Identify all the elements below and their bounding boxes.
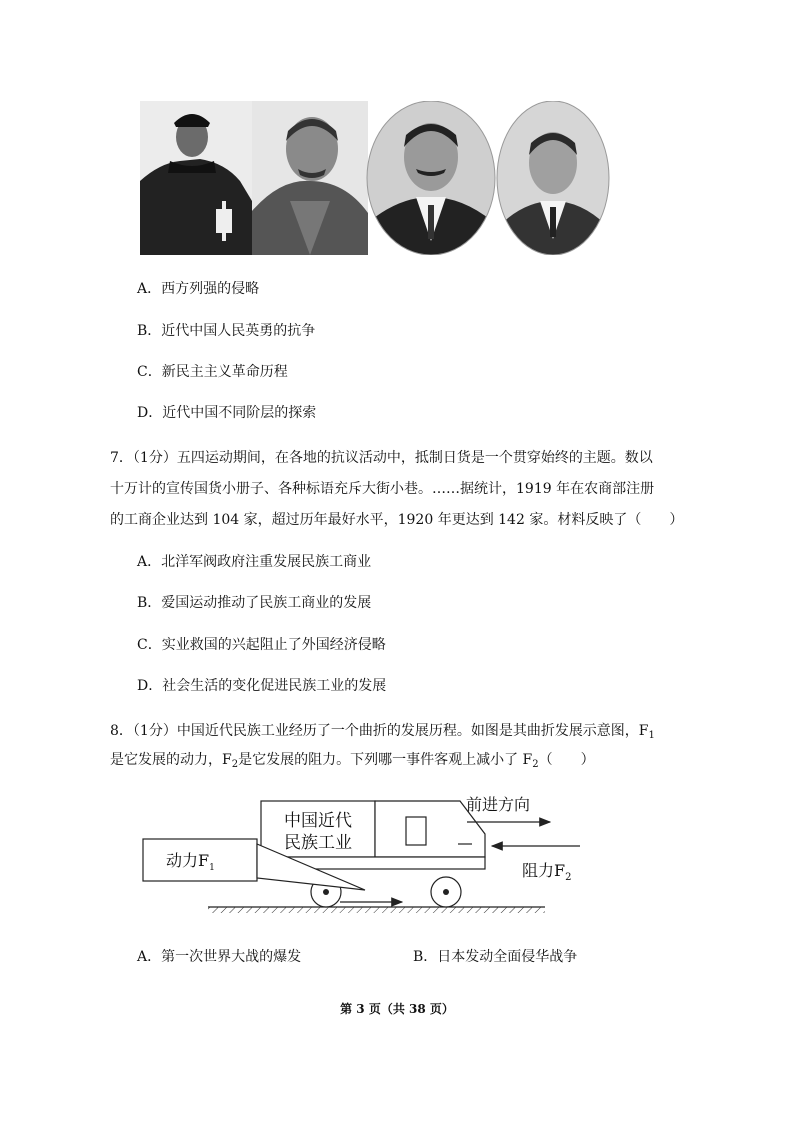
q7-option-d[interactable] (137, 676, 386, 696)
q6-option-a[interactable] (137, 279, 259, 299)
q7-stem-line-1: 7．（1分）五四运动期间，在各地的抗议活动中，抵制日货是一个贯穿始终的主题。数以 (110, 450, 653, 466)
q6-option-b[interactable] (137, 321, 315, 341)
truck-label-line-2: 民族工业 (284, 833, 352, 853)
q8-stem-text: 8．（1分）中国近代民族工业经历了一个曲折的发展历程。如图是其曲折发展示意图，F (110, 723, 649, 739)
option-letter: C． (137, 364, 162, 380)
q7-stem-line-3: 的工商企业达到 104 家，超过历年最好水平，1920 年更达到 142 家。材料反映了（ ） (110, 512, 684, 528)
option-letter: B． (413, 949, 438, 965)
option-letter: D． (137, 678, 163, 694)
subscript: 2 (532, 759, 539, 770)
q8-stem-text: 是它发展的动力，F (110, 752, 232, 768)
q7-option-c[interactable] (137, 635, 386, 655)
page-number-footer: 第 3 页（共 38 页） (340, 1002, 454, 1016)
q8-stem-text: （ ） (538, 752, 595, 768)
q8-stem-text: 是它发展的阻力。下列哪一事件客观上减小了 F (238, 752, 533, 768)
driving-force-label: 动力$F_1$ (166, 851, 215, 873)
q8-option-b[interactable] (413, 947, 577, 967)
q7-option-b[interactable] (137, 593, 371, 613)
option-letter: C． (137, 637, 162, 653)
forward-direction-label: 前进方向 (466, 795, 531, 814)
option-text: 近代中国不同阶层的探索 (162, 405, 317, 421)
portrait-3 (367, 101, 495, 255)
option-text: 日本发动全面侵华战争 (437, 949, 578, 965)
ground-hatch (208, 907, 545, 913)
option-letter: B． (137, 595, 162, 611)
option-letter: A． (137, 949, 162, 965)
option-text: 第一次世界大战的爆发 (161, 949, 302, 965)
option-letter: D． (137, 405, 163, 421)
q6-option-c[interactable] (137, 362, 288, 382)
resistance-label: 阻力$F_2$ (522, 861, 572, 883)
option-letter: A． (137, 281, 162, 297)
option-text: 西方列强的侵略 (161, 281, 260, 297)
portrait-4 (497, 101, 609, 255)
q8-stem-line-2 (110, 750, 595, 770)
subscript: 1 (648, 730, 655, 741)
portrait-2 (252, 101, 368, 255)
portrait-photo-strip (140, 101, 610, 255)
option-text: 实业救国的兴起阻止了外国经济侵略 (161, 637, 386, 653)
truck-window (406, 817, 426, 845)
q8-option-a[interactable] (137, 947, 301, 967)
q7-option-a[interactable] (137, 552, 371, 572)
option-text: 近代中国人民英勇的抗争 (161, 323, 316, 339)
option-text: 北洋军阀政府注重发展民族工商业 (161, 554, 372, 570)
option-letter: A． (137, 554, 162, 570)
option-letter: B． (137, 323, 162, 339)
industry-force-diagram (140, 790, 590, 920)
q7-stem-line-2: 十万计的宣传国货小册子、各种标语充斥大街小巷。……据统计，1919 年在农商部注册 (110, 481, 655, 497)
option-text: 社会生活的变化促进民族工业的发展 (162, 678, 387, 694)
subscript: 2 (231, 759, 239, 770)
portrait-1 (140, 101, 252, 255)
option-text: 新民主主义革命历程 (161, 364, 288, 380)
q8-stem-line-1 (110, 721, 655, 741)
q6-option-d[interactable] (137, 403, 316, 423)
truck-label-line-1: 中国近代 (284, 811, 352, 831)
option-text: 爱国运动推动了民族工商业的发展 (161, 595, 372, 611)
